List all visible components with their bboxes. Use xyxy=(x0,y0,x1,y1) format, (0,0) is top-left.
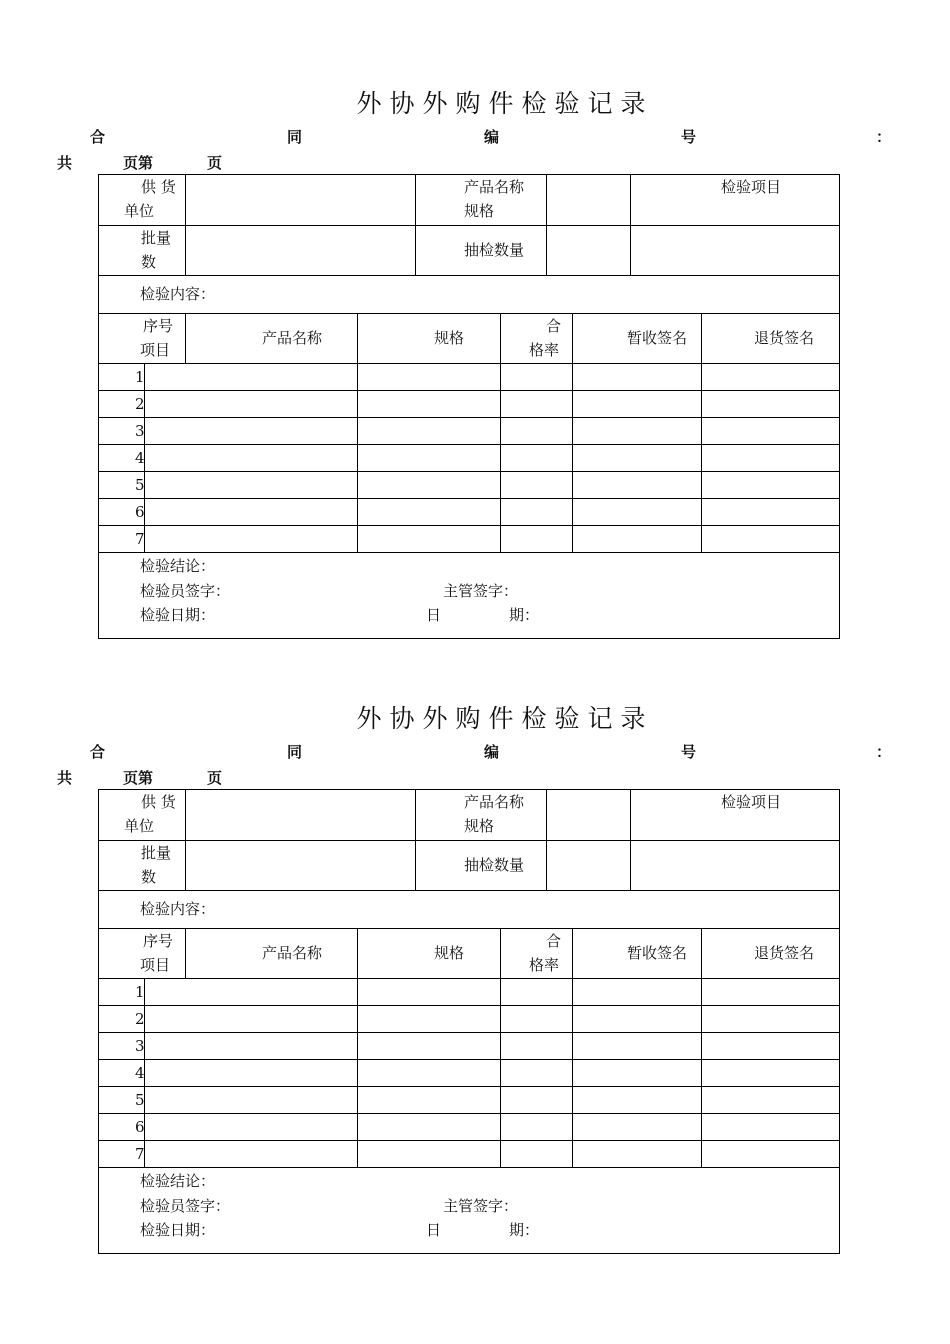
table-cell[interactable] xyxy=(701,417,840,445)
table-cell[interactable] xyxy=(500,498,573,526)
table-cell[interactable] xyxy=(701,471,840,499)
sample-qty-label: 抽检数量 xyxy=(464,856,525,874)
table-cell[interactable] xyxy=(500,1059,573,1087)
spec-header: 规格 xyxy=(434,329,465,347)
sample-value-cell xyxy=(546,225,631,276)
table-cell[interactable] xyxy=(572,1032,702,1060)
contract-number-label: 编 xyxy=(484,743,500,761)
table-cell[interactable] xyxy=(572,417,702,445)
page-total-label: 共 xyxy=(57,769,73,787)
supplier-label: 供 货 xyxy=(141,178,176,196)
table-cell[interactable] xyxy=(701,1005,840,1033)
product-name-spec-label: 产品名称 xyxy=(464,178,525,196)
inspector-sign-label: 检验员签字： xyxy=(140,1197,231,1215)
table-cell[interactable] xyxy=(357,417,501,445)
batch-qty-label: 批量 xyxy=(141,229,172,247)
temp-sign-header: 暂收签名 xyxy=(627,944,688,962)
inspection-item-value-cell xyxy=(630,840,840,891)
inspection-item-label: 检验项目 xyxy=(721,178,782,196)
pass-rate-header: 格率 xyxy=(529,956,560,974)
table-cell[interactable] xyxy=(500,1032,573,1060)
table-cell[interactable] xyxy=(572,444,702,472)
table-cell[interactable] xyxy=(144,417,358,445)
batch-value-cell xyxy=(185,225,416,276)
table-cell[interactable] xyxy=(357,471,501,499)
table-cell[interactable] xyxy=(500,1086,573,1114)
table-cell[interactable] xyxy=(144,363,358,391)
supplier-label: 单位 xyxy=(124,817,155,835)
table-cell[interactable] xyxy=(357,1059,501,1087)
table-cell[interactable] xyxy=(357,525,501,553)
table-cell[interactable] xyxy=(500,390,573,418)
supervisor-sign-label: 主管签字： xyxy=(443,582,519,600)
return-sign-header: 退货签名 xyxy=(754,329,815,347)
contract-number-label: 合 xyxy=(90,128,106,146)
table-cell[interactable] xyxy=(500,471,573,499)
pass-rate-header: 格率 xyxy=(529,341,560,359)
supervisor-sign-label: 主管签字： xyxy=(443,1197,519,1215)
item-header: 项目 xyxy=(140,956,171,974)
table-cell[interactable] xyxy=(357,444,501,472)
conclusion-label: 检验结论： xyxy=(140,557,216,575)
page-of-label: 页第 xyxy=(123,769,154,787)
row-number: 1 xyxy=(135,983,145,1001)
table-cell[interactable] xyxy=(701,363,840,391)
product-value-cell xyxy=(546,789,631,841)
temp-sign-header: 暂收签名 xyxy=(627,329,688,347)
table-cell[interactable] xyxy=(701,525,840,553)
table-cell[interactable] xyxy=(572,1059,702,1087)
table-cell[interactable] xyxy=(500,978,573,1006)
table-cell[interactable] xyxy=(144,1005,358,1033)
table-cell[interactable] xyxy=(357,1140,501,1168)
contract-number-label: 合 xyxy=(90,743,106,761)
spec-header-cell xyxy=(357,928,501,979)
table-cell[interactable] xyxy=(572,498,702,526)
table-cell[interactable] xyxy=(144,978,358,1006)
batch-qty-label: 数 xyxy=(141,868,157,886)
table-cell[interactable] xyxy=(144,1059,358,1087)
form-title: 外协外购件检验记录 xyxy=(356,704,654,733)
item-header: 项目 xyxy=(140,341,171,359)
supplier-value-cell xyxy=(185,789,416,841)
inspection-item-value-cell xyxy=(630,225,840,276)
page-total-label: 共 xyxy=(57,154,73,172)
date-label: 日 xyxy=(426,1221,442,1239)
inspection-form xyxy=(0,615,950,1239)
row-number: 6 xyxy=(135,503,145,521)
table-cell[interactable] xyxy=(701,1032,840,1060)
table-cell[interactable] xyxy=(144,1086,358,1114)
row-number: 1 xyxy=(135,368,145,386)
table-cell[interactable] xyxy=(500,1005,573,1033)
table-cell[interactable] xyxy=(701,1059,840,1087)
product-name-header: 产品名称 xyxy=(262,329,323,347)
product-name-spec-label: 规格 xyxy=(464,202,495,220)
page-of-label: 页第 xyxy=(123,154,154,172)
table-cell[interactable] xyxy=(357,390,501,418)
supplier-value-cell xyxy=(185,174,416,226)
table-cell[interactable] xyxy=(500,525,573,553)
conclusion-label: 检验结论： xyxy=(140,1172,216,1190)
table-cell[interactable] xyxy=(572,1005,702,1033)
spec-header: 规格 xyxy=(434,944,465,962)
table-cell[interactable] xyxy=(500,1140,573,1168)
contract-number-label: 同 xyxy=(287,128,303,146)
table-cell[interactable] xyxy=(701,1113,840,1141)
table-cell[interactable] xyxy=(357,498,501,526)
contract-number-label: 号 xyxy=(681,128,697,146)
table-cell[interactable] xyxy=(357,1032,501,1060)
batch-qty-label: 数 xyxy=(141,253,157,271)
table-cell[interactable] xyxy=(572,1113,702,1141)
return-sign-header: 退货签名 xyxy=(754,944,815,962)
row-number: 3 xyxy=(135,1037,145,1055)
date-label: 期： xyxy=(509,1221,540,1239)
batch-qty-label: 批量 xyxy=(141,844,172,862)
table-cell[interactable] xyxy=(500,444,573,472)
inspection-form xyxy=(0,0,950,624)
table-cell[interactable] xyxy=(572,525,702,553)
table-cell[interactable] xyxy=(144,1140,358,1168)
inspect-date-label: 检验日期： xyxy=(140,1221,216,1239)
supplier-label: 单位 xyxy=(124,202,155,220)
table-cell[interactable] xyxy=(144,525,358,553)
table-cell[interactable] xyxy=(144,471,358,499)
contract-number-label: 号 xyxy=(681,743,697,761)
inspect-date-label: 检验日期： xyxy=(140,606,216,624)
content-label: 检验内容： xyxy=(140,900,216,918)
table-cell[interactable] xyxy=(500,363,573,391)
sample-qty-label: 抽检数量 xyxy=(464,241,525,259)
serial-number-header: 序号 xyxy=(143,317,174,335)
table-cell[interactable] xyxy=(144,498,358,526)
contract-number-label: 编 xyxy=(484,128,500,146)
product-name-header: 产品名称 xyxy=(262,944,323,962)
contract-number-label: 同 xyxy=(287,743,303,761)
form-title: 外协外购件检验记录 xyxy=(356,89,654,118)
row-number: 5 xyxy=(135,1091,145,1109)
sample-value-cell xyxy=(546,840,631,891)
table-cell[interactable] xyxy=(144,390,358,418)
contract-number-label: ： xyxy=(876,743,892,761)
row-number: 3 xyxy=(135,422,145,440)
row-number: 7 xyxy=(135,530,145,548)
date-label: 日 xyxy=(426,606,442,624)
row-number: 7 xyxy=(135,1145,145,1163)
date-label: 期： xyxy=(509,606,540,624)
spec-header-cell xyxy=(357,313,501,364)
serial-number-header: 序号 xyxy=(143,932,174,950)
page-label: 页 xyxy=(207,769,223,787)
table-cell[interactable] xyxy=(701,444,840,472)
page-label: 页 xyxy=(207,154,223,172)
table-cell[interactable] xyxy=(357,978,501,1006)
row-number: 2 xyxy=(135,395,145,413)
table-cell[interactable] xyxy=(701,498,840,526)
batch-value-cell xyxy=(185,840,416,891)
table-cell[interactable] xyxy=(357,1005,501,1033)
table-cell[interactable] xyxy=(144,444,358,472)
table-cell[interactable] xyxy=(572,363,702,391)
table-cell[interactable] xyxy=(357,1113,501,1141)
row-number: 2 xyxy=(135,1010,145,1028)
pass-rate-header: 合 xyxy=(546,317,562,335)
product-value-cell xyxy=(546,174,631,226)
table-cell[interactable] xyxy=(701,1086,840,1114)
table-cell[interactable] xyxy=(500,417,573,445)
row-number: 4 xyxy=(135,449,145,467)
product-name-spec-label: 规格 xyxy=(464,817,495,835)
row-number: 4 xyxy=(135,1064,145,1082)
product-name-spec-label: 产品名称 xyxy=(464,793,525,811)
inspector-sign-label: 检验员签字： xyxy=(140,582,231,600)
row-number: 5 xyxy=(135,476,145,494)
pass-rate-header: 合 xyxy=(546,932,562,950)
table-cell[interactable] xyxy=(357,363,501,391)
contract-number-label: ： xyxy=(876,128,892,146)
row-number: 6 xyxy=(135,1118,145,1136)
table-cell[interactable] xyxy=(701,1140,840,1168)
table-cell[interactable] xyxy=(572,471,702,499)
table-cell[interactable] xyxy=(701,978,840,1006)
table-cell[interactable] xyxy=(572,978,702,1006)
inspection-item-label: 检验项目 xyxy=(721,793,782,811)
content-label: 检验内容： xyxy=(140,285,216,303)
table-cell[interactable] xyxy=(144,1113,358,1141)
table-cell[interactable] xyxy=(572,1086,702,1114)
table-cell[interactable] xyxy=(572,1140,702,1168)
table-cell[interactable] xyxy=(357,1086,501,1114)
table-cell[interactable] xyxy=(500,1113,573,1141)
table-cell[interactable] xyxy=(701,390,840,418)
supplier-label: 供 货 xyxy=(141,793,176,811)
table-cell[interactable] xyxy=(572,390,702,418)
table-cell[interactable] xyxy=(144,1032,358,1060)
